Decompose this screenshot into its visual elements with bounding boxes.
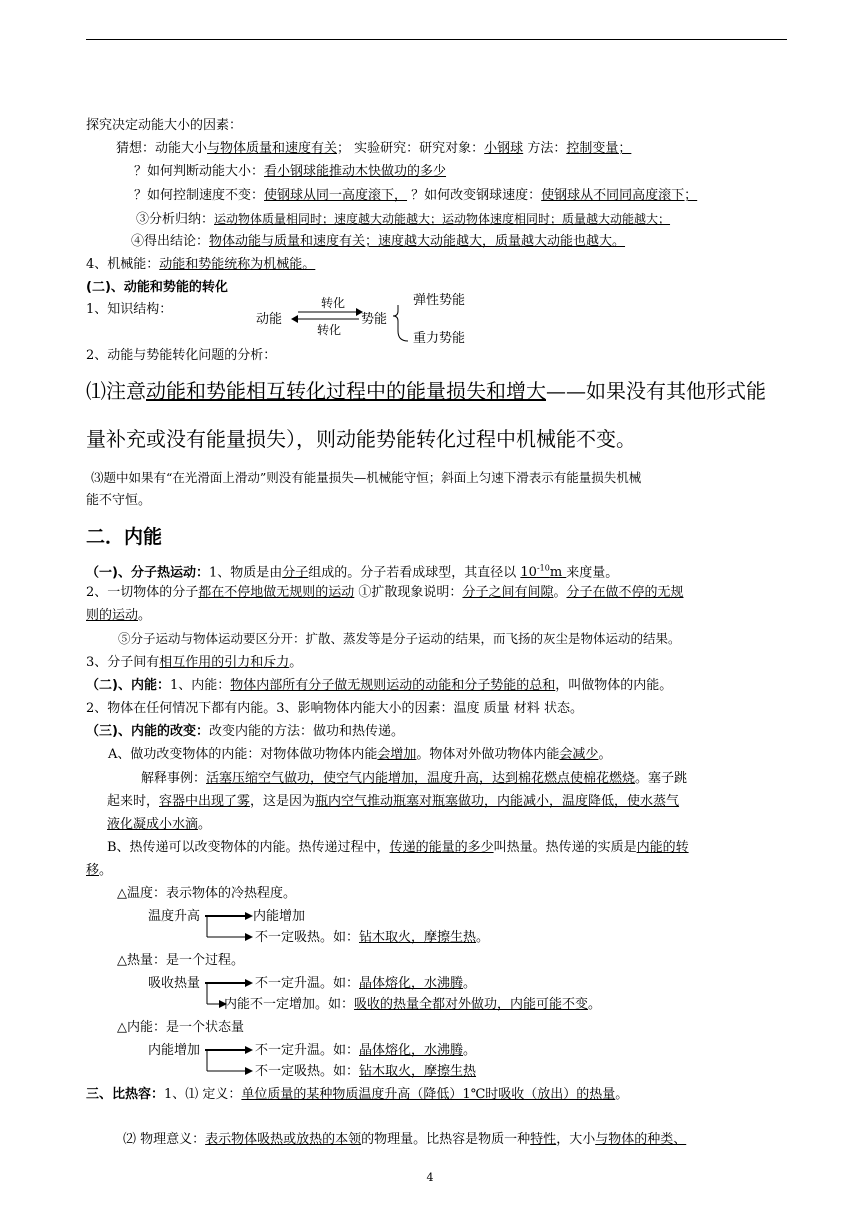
text-line: ④得出结论：物体动能与质量和速度有关；速度越大动能越大，质量越大动能也越大。 [131, 234, 626, 249]
section-title: 二．内能 [86, 526, 163, 548]
kinetic-energy-label: 动能 [256, 312, 283, 327]
text-line: 液化凝成小水滴。 [107, 817, 212, 832]
header-rule [86, 39, 787, 40]
text-line: △热量：是一个过程。 [117, 953, 244, 968]
text-line: 移。 [86, 863, 113, 878]
text-line: 解释事例：活塞压缩空气做功，使空气内能增加，温度升高，达到棉花燃点使棉花燃烧。塞子跳 [141, 771, 688, 786]
text-line: 4、机械能：动能和势能统称为机械能。 [86, 257, 316, 272]
text-line: （二)、内能：1、内能：物体内部所有分子做无规则运动的动能和分子势能的总和，叫做物体的内能。 [86, 678, 673, 693]
text-line: 2、一切物体的分子都在不停地做无规则的运动 ①扩散现象说明：分子之间有间隙。分子在做不停的无规 [86, 585, 684, 600]
text-line: 量补充或没有能量损失），则动能势能转化过程中机械能不变。 [86, 427, 636, 451]
text-line: 内能增加 [253, 909, 306, 924]
text-line: 能不守恒。 [86, 493, 152, 508]
text-line: 内能增加 [148, 1043, 201, 1058]
text-line: 内能不一定增加。如：吸收的热量全都对外做功，内能可能不变。 [224, 997, 602, 1012]
text-line: △温度：表示物体的冷热程度。 [117, 886, 296, 901]
text-line: △内能：是一个状态量 [117, 1020, 244, 1035]
gravity-potential-label: 重力势能 [413, 331, 466, 346]
text-line: （一)、分子热运动：1、物质是由分子组成的。分子若看成球型，其直径以 $10^{-10}m$ 来度量。 [86, 564, 619, 581]
text-line: B、热传递可以改变物体的内能。热传递过程中，传递的能量的多少叫热量。热传递的实质是内能的转 [107, 840, 689, 855]
text-line: A、做功改变物体的内能：对物体做功物体内能会增加。物体对外做功物体内能会减少。 [108, 747, 612, 762]
text-line: 起来时，容器中出现了雾，这是因为瓶内空气推动瓶塞对瓶塞做功，内能减小，温度降低，使水蒸气 [107, 794, 680, 809]
text-line: ⑶题中如果有“在光滑面上滑动”则没有能量损失—机械能守恒；斜面上匀速下滑表示有能量损失机械 [91, 470, 642, 485]
text-line: 不一定吸热。如：钻木取火，摩擦生热。 [255, 930, 490, 945]
text-line: 不一定吸热。如：钻木取火，摩擦生热 [255, 1064, 477, 1079]
text-line: ⑵ 物理意义：表示物体吸热或放热的本领的物理量。比热容是物质一种特性，大小与物体的种类、 [123, 1132, 687, 1147]
page-number: 4 [426, 1171, 434, 1184]
text-line: 吸收热量 [148, 976, 201, 991]
text-line: ？如何判断动能大小：看小钢球能推动木快做功的多少 [134, 164, 447, 179]
text-line: 3、分子间有相互作用的引力和斥力。 [86, 655, 303, 670]
text-line: 不一定升温。如：晶体熔化，水沸腾。 [255, 1043, 477, 1058]
potential-energy-label: 势能 [361, 312, 388, 327]
text-line: 1、知识结构： [86, 302, 173, 317]
text-line: ③分析归纳：运动物体质量相同时；速度越大动能越大；运动物体速度相同时；质量越大动能越大； [136, 212, 671, 227]
text-line: 则的运动。 [86, 608, 152, 623]
text-line: 猜想：动能大小与物体质量和速度有关； 实验研究：研究对象：小钢球 方法：控制变量； [116, 141, 632, 156]
text-line: 2、物体在任何情况下都有内能。3、影响物体内能大小的因素：温度 质量 材料 状态。 [86, 701, 583, 716]
text-line: 探究决定动能大小的因素： [86, 118, 243, 133]
text-line: 不一定升温。如：晶体熔化，水沸腾。 [255, 976, 477, 991]
text-line: ？如何控制速度不变：使钢球从同一高度滚下， ？如何改变钢球速度：使钢球从不同同高度滚下； [134, 188, 698, 203]
conversion-label-bottom: 转化 [317, 323, 342, 337]
text-line: ⑤分子运动与物体运动要区分开：扩散、蒸发等是分子运动的结果，而飞扬的灰尘是物体运动的结果。 [118, 631, 681, 646]
text-line: （三)、内能的改变：改变内能的方法：做功和热传递。 [86, 724, 404, 739]
arrow-icon [205, 908, 255, 948]
text-line: 2、动能与势能转化问题的分析： [86, 348, 277, 363]
text-line: 三、比热容：1、⑴ 定义：单位质量的某种物质温度升高（降低）1℃时吸收（放出）的热量。 [86, 1087, 629, 1102]
text-line: ⑴注意动能和势能相互转化过程中的能量损失和增大——如果没有其他形式能 [86, 379, 766, 403]
text-line: 温度升高 [148, 909, 201, 924]
elastic-potential-label: 弹性势能 [413, 293, 466, 308]
conversion-arrows-icon [290, 305, 420, 345]
conversion-label-top: 转化 [321, 296, 346, 310]
section-heading: (二)、动能和势能的转化 [86, 280, 228, 295]
arrow-icon [205, 1042, 255, 1082]
